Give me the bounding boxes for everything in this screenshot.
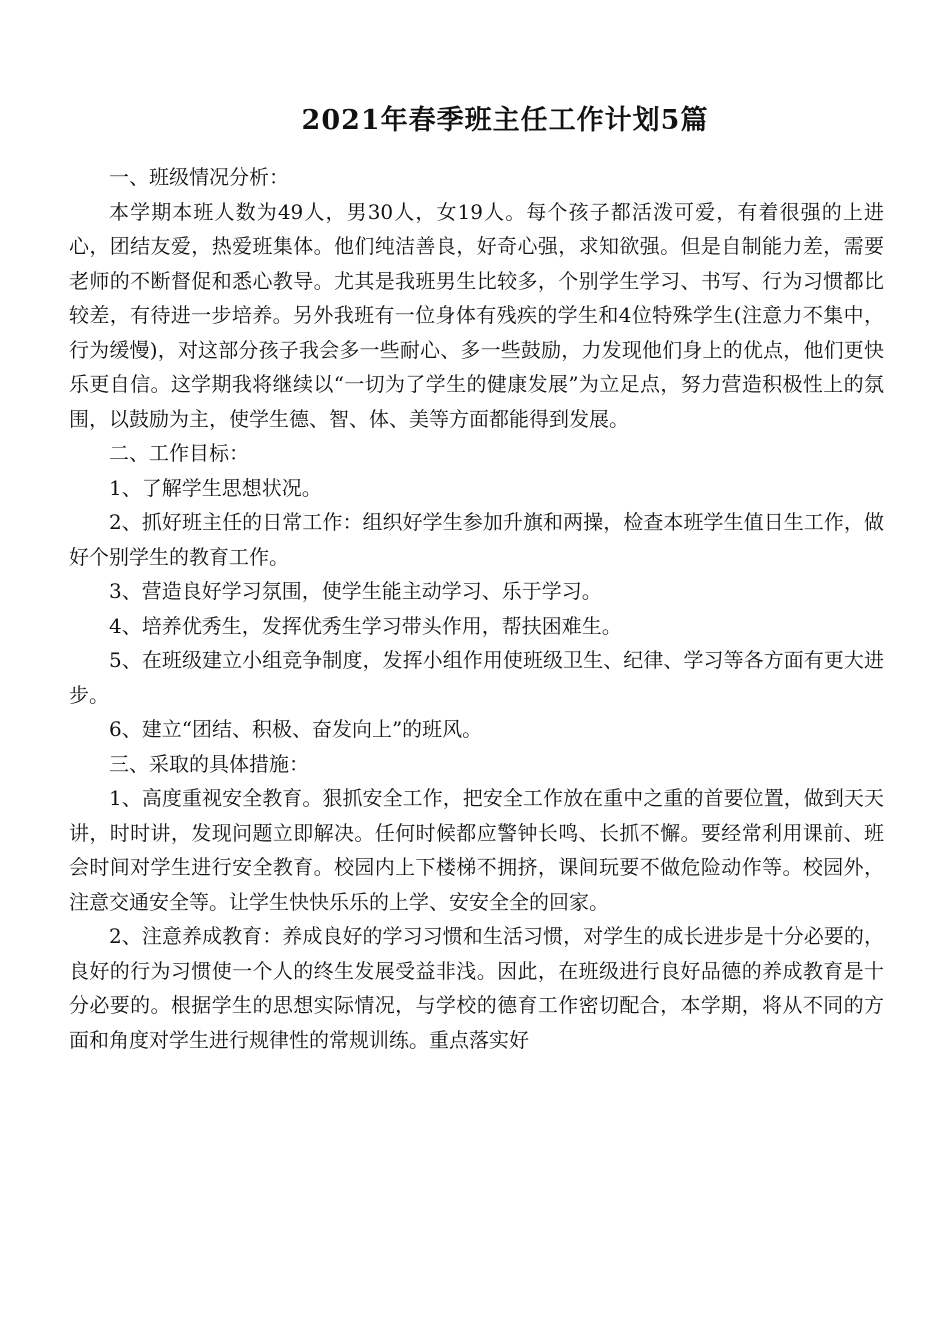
measure-item-1: 1、高度重视安全教育。狠抓安全工作，把安全工作放在重中之重的首要位置，做到天天讲，时时讲，发现问题立即解决。任何时候都应警钟长鸣、长抓不懈。要经常利用课前、班会时间对学生进行安全教育。校园内上下楼梯不拥挤，课间玩要不做危险动作等。校园外，注意交通安全等。让学生快快乐乐的上学、安安全全的回家。 [69, 786, 884, 914]
goal-item-1: 1、了解学生思想状况。 [109, 475, 322, 500]
goal-item-4: 4、培养优秀生，发挥优秀生学习带头作用，帮扶困难生。 [109, 613, 622, 638]
goal-item-5: 5、在班级建立小组竞争制度，发挥小组作用使班级卫生、纪律、学习等各方面有更大进步。 [69, 648, 884, 707]
section-heading-class-analysis: 一、班级情况分析： [109, 165, 289, 189]
section-heading-measures: 三、采取的具体措施： [109, 751, 309, 776]
goal-item-2: 2、抓好班主任的日常工作：组织好学生参加升旗和两操，检查本班学生值日生工作，做好个别学生的教育工作。 [69, 510, 884, 569]
goal-item-6: 6、建立“团结、积极、奋发向上”的班风。 [109, 717, 483, 741]
section-heading-work-goals: 二、工作目标： [109, 441, 249, 465]
measure-item-2: 2、注意养成教育：养成良好的学习习惯和生活习惯，对学生的成长进步是十分必要的，良好的行为习惯使一个人的终生发展受益非浅。因此，在班级进行良好品德的养成教育是十分必要的。根据学生的思想实际情况，与学校的德育工作密切配合，本学期，将从不同的方面和角度对学生进行规律性的常规训练。重点落实好 [69, 924, 884, 1052]
goal-item-3: 3、营造良好学习氛围，使学生能主动学习、乐于学习。 [109, 579, 602, 603]
paragraph-class-analysis: 本学期本班人数为49人，男30人，女19人。每个孩子都活泼可爱，有着很强的上进心，团结友爱，热爱班集体。他们纯洁善良，好奇心强，求知欲强。但是自制能力差，需要老师的不断督促和悉心教导。尤其是我班男生比较多，个别学生学习、书写、行为习惯都比较差，有待进一步培养。另外我班有一位身体有残疾的学生和4位特殊学生(注意力不集中，行为缓慢)，对这部分孩子我会多一些耐心、多一些鼓励，力发现他们身上的优点，他们更快乐更自信。这学期我将继续以“一切为了学生的健康发展”为立足点，努力营造积极性上的氛围，以鼓励为主，使学生德、智、体、美等方面都能得到发展。 [69, 199, 884, 431]
document-body [69, 160, 884, 1057]
document-title: 2021年春季班主任工作计划5篇 [301, 105, 709, 136]
